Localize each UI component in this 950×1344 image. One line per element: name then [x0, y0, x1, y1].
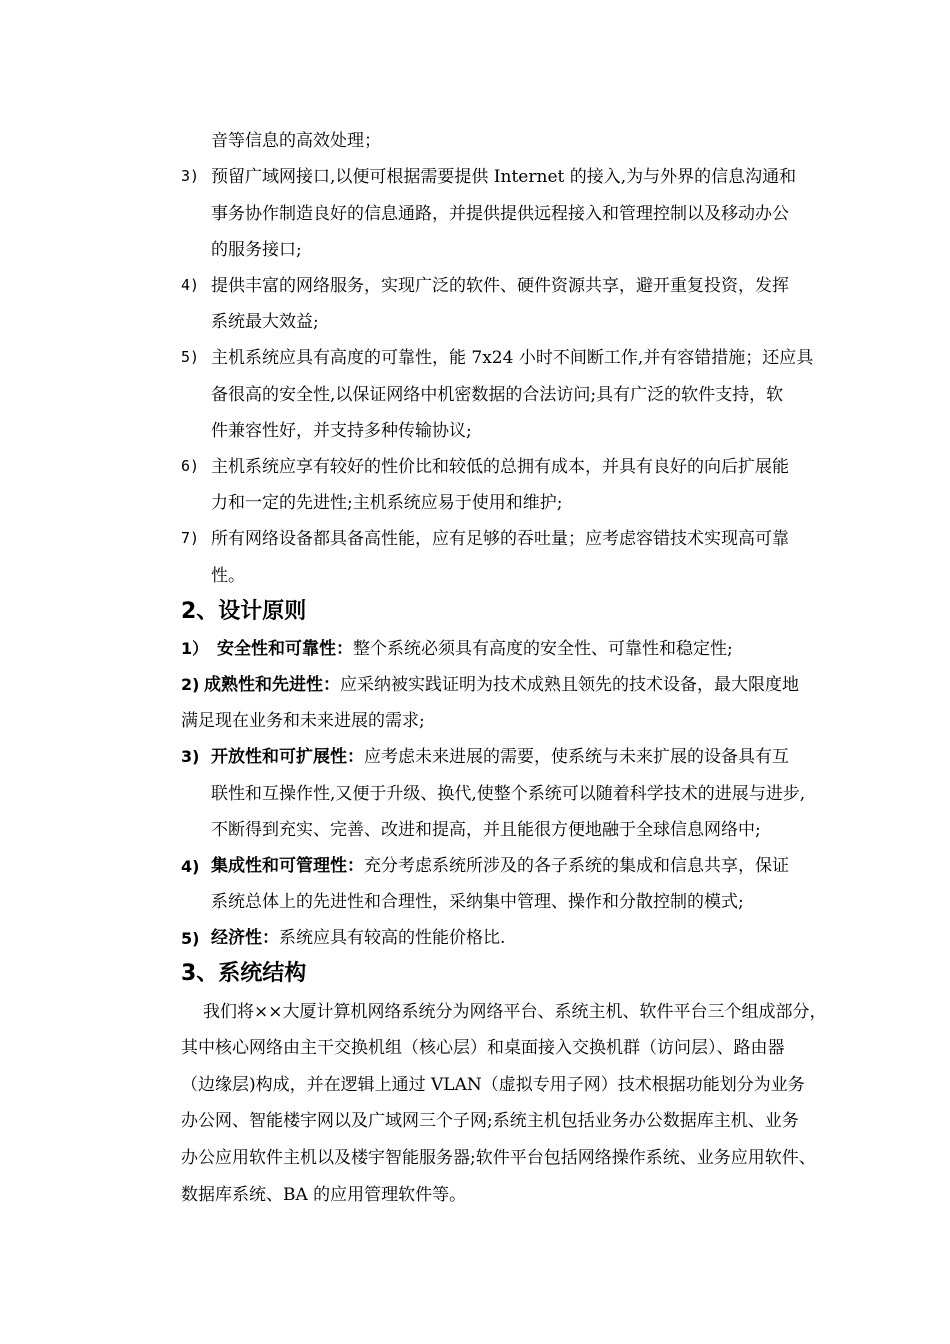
list-item-text: 系统最大效益;: [211, 312, 319, 332]
principle-number: 3): [181, 747, 200, 766]
principle-text: 联性和互操作性,又便于升级、换代,使整个系统可以随着科学技术的进展与进步,: [211, 784, 806, 804]
principle-text: 应采纳被实践证明为技术成熟且领先的技术设备，最大限度地: [340, 675, 799, 695]
list-item-text: 备很高的安全性,以保证网络中机密数据的合法访问;具有广泛的软件支持，软: [211, 385, 784, 405]
list-item-text: 提供丰富的网络服务，实现广泛的软件、硬件资源共享，避开重复投资，发挥: [211, 276, 789, 296]
paragraph-line: （边缘层)构成，并在逻辑上通过 VLAN（虚拟专用子网）技术根据功能划分为业务: [181, 1075, 805, 1095]
principle-colon: ：: [347, 856, 364, 876]
paragraph-line: 办公应用软件主机以及楼宇智能服务器;软件平台包括网络操作系统、业务应用软件、: [181, 1148, 816, 1168]
list-number: 4): [181, 276, 200, 294]
principle-label: 集成性和可管理性: [211, 856, 347, 876]
principle-colon: ：: [347, 747, 364, 767]
principle-label: 经济性: [211, 928, 262, 948]
list-item-text: 预留广域网接口,以便可根据需要提供 Internet 的接入,为与外界的信息沟通和: [211, 167, 797, 187]
list-item-text: 主机系统应享有较好的性价比和较低的总拥有成本，并具有良好的向后扩展能: [211, 457, 789, 477]
principle-number: 4): [181, 857, 200, 876]
principle-label: 开放性和可扩展性: [211, 747, 347, 767]
section-heading-system-structure: 3、系统结构: [181, 961, 307, 986]
section-heading-design-principles: 2、设计原则: [181, 599, 307, 624]
principle-number: 5): [181, 929, 200, 948]
list-item-2-tail: 音等信息的高效处理；: [211, 131, 381, 151]
list-item-text: 力和一定的先进性;主机系统应易于使用和维护;: [211, 493, 563, 513]
list-item-text: 的服务接口;: [211, 240, 302, 260]
paragraph-line: 其中核心网络由主干交换机组（核心层）和桌面接入交换机群（访问层）、路由器: [181, 1038, 785, 1058]
principle-5: [211, 927, 505, 949]
list-number: 5): [181, 348, 200, 366]
principle-number: 2): [181, 675, 200, 694]
principle-label: 安全性和可靠性: [217, 639, 336, 659]
principle-text: 应考虑未来进展的需要，使系统与未来扩展的设备具有互: [364, 747, 789, 767]
list-number: 6): [181, 457, 200, 475]
principle-colon: ：: [336, 639, 353, 659]
list-item-text: 所有网络设备都具备高性能，应有足够的吞吐量；应考虑容错技术实现高可靠: [211, 529, 789, 549]
principle-number: 1）: [181, 639, 209, 658]
list-number: 3): [181, 167, 200, 185]
principle-colon: ：: [323, 675, 340, 695]
list-item-text: 主机系统应具有高度的可靠性，能 7x24 小时不间断工作,并有容错措施；还应具: [211, 348, 814, 368]
list-item-text: 事务协作制造良好的信息通路，并提供提供远程接入和管理控制以及移动办公: [211, 204, 789, 224]
principle-text: 系统应具有较高的性能价格比.: [279, 928, 506, 948]
principle-text: 系统总体上的先进性和合理性，采纳集中管理、操作和分散控制的模式;: [211, 892, 744, 912]
principle-colon: ：: [262, 928, 279, 948]
paragraph-line: 数据库系统、BA 的应用管理软件等。: [181, 1185, 467, 1205]
list-number: 7): [181, 529, 200, 547]
principle-text: 整个系统必须具有高度的安全性、可靠性和稳定性;: [353, 639, 733, 659]
principle-label: 成熟性和先进性: [204, 675, 323, 695]
principle-1: [217, 638, 733, 660]
paragraph-line: 我们将××大厦计算机网络系统分为网络平台、系统主机、软件平台三个组成部分，: [203, 1002, 827, 1022]
principle-text: 不断得到充实、完善、改进和提高，并且能很方便地融于全球信息网络中;: [211, 820, 761, 840]
principle-text: 满足现在业务和未来进展的需求;: [181, 711, 425, 731]
list-item-text: 件兼容性好，并支持多种传输协议;: [211, 421, 472, 441]
paragraph-line: 办公网、智能楼宇网以及广域网三个子网;系统主机包括业务办公数据库主机、业务: [181, 1111, 799, 1131]
principle-4: [211, 855, 789, 877]
principle-text: 充分考虑系统所涉及的各子系统的集成和信息共享，保证: [364, 856, 789, 876]
list-item-text: 性。: [211, 566, 245, 586]
principle-3: [211, 746, 789, 768]
principle-2: [204, 674, 799, 696]
